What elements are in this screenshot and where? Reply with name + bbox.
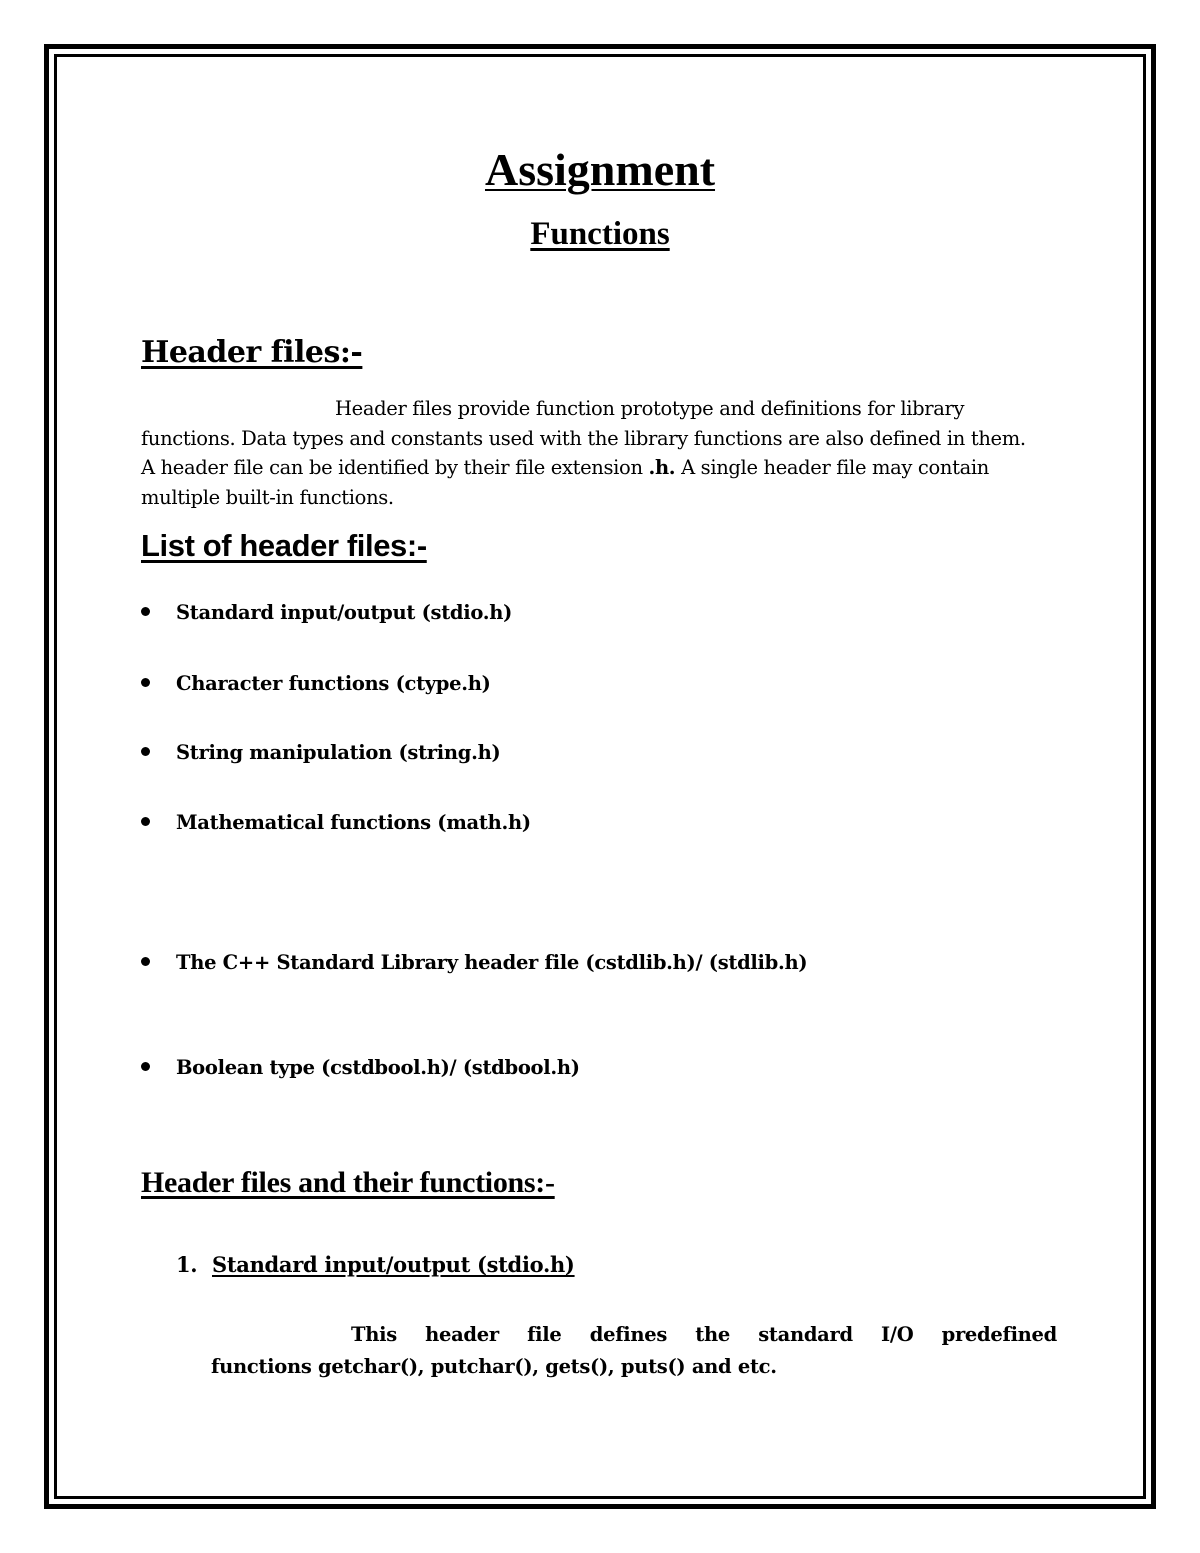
section-1-heading [176,1252,575,1277]
bullet-icon [141,817,150,826]
section-1-line-2: functions getchar(), putchar(), gets(), puts() and etc. [211,1355,777,1378]
section-1-line-1: This header file defines the standard I/O predefined [351,1323,1057,1346]
header-files-paragraph [141,394,1041,512]
page-border-inner [54,54,1146,1499]
list-item: Character functions (ctype.h) [141,672,491,695]
header-files-heading: Header files:- [141,335,363,370]
list-heading: List of header files:- [141,528,427,563]
header-files-paragraph-text: Header files provide function prototype and definitions for library functions. Data types and constants used with the library functions are also defined in them. A header file can be identified by their file extension [141,397,1026,479]
bullet-icon [141,1062,150,1071]
functions-heading: Header files and their functions:- [141,1166,555,1199]
list-item: String manipulation (string.h) [141,741,500,764]
document-subtitle: Functions [530,216,670,252]
list-item: Boolean type (cstdbool.h)/ (stdbool.h) [141,1056,580,1079]
bullet-icon [141,747,150,756]
bullet-icon [141,607,150,616]
list-item: Mathematical functions (math.h) [141,811,531,834]
header-files-paragraph-end: A single header file may contain multiple built-in functions. [141,456,989,509]
bullet-icon [141,678,150,687]
list-item: Standard input/output (stdio.h) [141,601,512,624]
bullet-icon [141,957,150,966]
section-1-title: Standard input/output (stdio.h) [212,1252,575,1277]
section-1-number: 1. [176,1252,198,1277]
extension-bold: .h. [648,456,676,479]
document-title: Assignment [484,144,716,195]
list-item: The C++ Standard Library header file (cstdlib.h)/ (stdlib.h) [141,951,807,974]
